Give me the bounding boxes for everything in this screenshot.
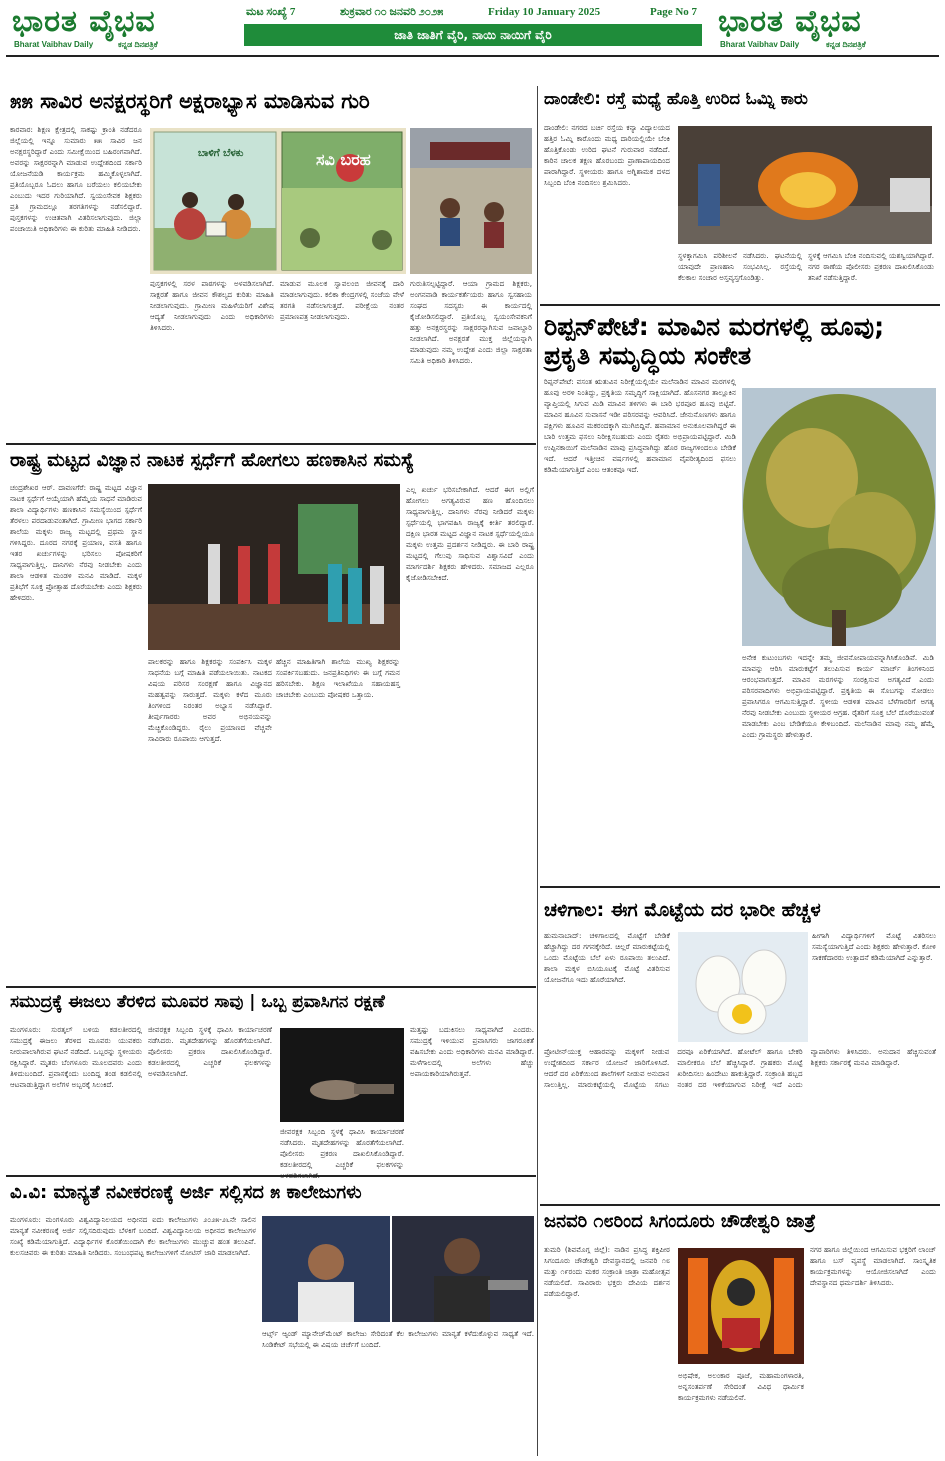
drama-stage-photo (148, 484, 400, 650)
sea-photo (280, 1028, 404, 1122)
eggs-body-right: ಹೀಗಾಗಿ ವಿದ್ಯಾರ್ಥಿಗಳಿಗೆ ಮೊಟ್ಟೆ ವಿತರಿಸಲು ಸಮಸ್ಯೆಯಾಗುತ್ತಿದೆ ಎಂದು ಶಿಕ್ಷಕರು ಹೇಳುತ್ತಾರೆ. ಕೋಳಿ ಸಾಕಣೆದಾರರು ಉತ್ಪಾದನೆ ಕಡಿಮೆಯಾಗಿದೆ ಎನ್ನುತ್ತಾರೆ. (812, 931, 936, 962)
divider-3 (6, 1175, 536, 1177)
divider-6 (540, 1204, 940, 1206)
literacy-body-left: ಕಾರವಾರ: ಶಿಕ್ಷಣ ಕ್ಷೇತ್ರದಲ್ಲಿ ಸಾಕಷ್ಟು ಕ್ರಾಂತಿ ನಡೆದರೂ ಜಿಲ್ಲೆಯಲ್ಲಿ ಇನ್ನೂ ಸುಮಾರು ೫೫ ಸಾವಿರ ಜನ ಅನಕ್ಷರಸ್ಥರಿದ್ದಾರೆ ಎಂದು ಸಮೀಕ್ಷೆಯಿಂದ ಬಹಿರಂಗವಾಗಿದೆ. ಅವರನ್ನು ಸಾಕ್ಷರರನ್ನಾಗಿ ಮಾಡುವ ಉದ್ದೇಶದಿಂದ ಸರ್ಕಾರಿ ಯೋಜನೆಯಡಿ ಕಾರ್ಯಕ್ರಮ ಹಮ್ಮಿಕೊಳ್ಳಲಾಗಿದೆ. ಪ್ರತಿಯೊಬ್ಬರೂ ಓದಲು ಹಾಗೂ ಬರೆಯಲು ಕಲಿಯಬೇಕು ಎಂಬುದು ಇದರ ಗುರಿಯಾಗಿದೆ. ಸ್ವಯಂಸೇವಕ ಶಿಕ್ಷಕರು ಪ್ರತಿ ಗ್ರಾಮದಲ್ಲೂ ತರಗತಿಗಳನ್ನು ನಡೆಸಲಿದ್ದಾರೆ. ಪುಸ್ತಕಗಳನ್ನು ಉಚಿತವಾಗಿ ವಿತರಿಸಲಾಗುವುದು. ಜಿಲ್ಲಾ ಪಂಚಾಯಿತಿ ಅಧಿಕಾರಿಗಳು ಈ ಕುರಿತು ಮಾಹಿತಿ ನೀಡಿದರು. (10, 125, 142, 233)
deity-illustration (678, 1248, 804, 1364)
drama-body-left: ಚಂದ್ರಶೇಖರ ಆರ್. ದಾವಣಗೆರೆ: ರಾಷ್ಟ್ರ ಮಟ್ಟದ ವಿಜ್ಞಾನ ನಾಟಕ ಸ್ಪರ್ಧೆಗೆ ಆಯ್ಕೆಯಾಗಿ ಹೆಮ್ಮೆಯ ಸಾಧನೆ ಮಾಡಿರುವ ಶಾಲಾ ವಿದ್ಯಾರ್ಥಿಗಳು ಹಣಕಾಸಿನ ಸಮಸ್ಯೆಯಿಂದ ಸ್ಪರ್ಧೆಗೆ ತೆರಳಲು ಪರದಾಡುವಂತಾಗಿದೆ. ಗ್ರಾಮೀಣ ಭಾಗದ ಸರ್ಕಾರಿ ಶಾಲೆಯ ಮಕ್ಕಳು ರಾಜ್ಯ ಮಟ್ಟದಲ್ಲಿ ಪ್ರಥಮ ಸ್ಥಾನ ಗಳಿಸಿದ್ದರು. ದೂರದ ನಗರಕ್ಕೆ ಪ್ರಯಾಣ, ವಸತಿ ಹಾಗೂ ಇತರ ಖರ್ಚುಗಳನ್ನು ಭರಿಸಲು ಪೋಷಕರಿಗೆ ಸಾಧ್ಯವಾಗುತ್ತಿಲ್ಲ. ದಾನಿಗಳು ನೆರವು ನೀಡಬೇಕು ಎಂದು ಶಾಲಾ ಆಡಳಿತ ಮಂಡಳಿ ಮನವಿ ಮಾಡಿದೆ. ಮಕ್ಕಳ ಪ್ರತಿಭೆಗೆ ಸೂಕ್ತ ಪ್ರೋತ್ಸಾಹ ದೊರೆಯಬೇಕು ಎಂದು ಶಿಕ್ಷಕರು ಹೇಳಿದರು. (10, 483, 142, 602)
literacy-meeting-photo (410, 128, 532, 274)
mango-headline: ರಿಪ್ಪನ್‌ಪೇಟೆ: ಮಾವಿನ ಮರಗಳಲ್ಲಿ ಹೂವು; ಪ್ರಕೃತಿ ಸಮೃದ್ಧಿಯ ಸಂಕೇತ (544, 312, 885, 370)
fire-photo (678, 126, 932, 244)
boiled-eggs-illustration (678, 932, 808, 1042)
masthead-subtitle-right: ಕನ್ನಡ ದಿನಪತ್ರಿಕೆ (826, 40, 866, 49)
book-title-1: ಬಾಳಿಗೆ ಬೆಳಕು (198, 148, 244, 159)
masthead-english-left: Bharat Vaibhav Daily (14, 40, 94, 49)
eggs-body-left: ಹುಮನಾಬಾದ್: ಚಳಿಗಾಲದಲ್ಲಿ ಮೊಟ್ಟೆಗೆ ಬೇಡಿಕೆ ಹೆಚ್ಚಾಗಿದ್ದು ದರ ಗಗನಕ್ಕೇರಿದೆ. ಚಿಲ್ಲರೆ ಮಾರುಕಟ್ಟೆಯಲ್ಲಿ ಒಂದು ಮೊಟ್ಟೆಯ ಬೆಲೆ ಏಳು ರೂಪಾಯಿ ತಲುಪಿದೆ. ಶಾಲಾ ಮಕ್ಕಳ ಬಿಸಿಯೂಟಕ್ಕೆ ಮೊಟ್ಟೆ ವಿತರಿಸುವ ಯೋಜನೆಗೂ ಇದು ಹೊರೆಯಾಗಿದೆ. (544, 931, 670, 984)
literacy-headline: ೫೫ ಸಾವಿರ ಅನಕ್ಷರಸ್ಥರಿಗೆ ಅಕ್ಷರಾಭ್ಯಾಸ ಮಾಡಿಸುವ ಗುರಿ (10, 89, 370, 113)
divider-5 (540, 886, 940, 888)
university-photo-1 (262, 1216, 390, 1322)
eggs-headline: ಚಳಿಗಾಲ: ಈಗ ಮೊಟ್ಟೆಯ ದರ ಭಾರೀ ಹೆಚ್ಚಳ (544, 899, 821, 921)
university-body-left: ಮಂಗಳೂರು: ಮಂಗಳೂರು ವಿಶ್ವವಿದ್ಯಾನಿಲಯದ ಅಧೀನದ ಐದು ಕಾಲೇಜುಗಳು ೨೦೨೫-೨೬ನೇ ಸಾಲಿನ ಮಾನ್ಯತೆ ನವೀಕರಣಕ್ಕೆ ಅರ್ಜಿ ಸಲ್ಲಿಸದಿರುವುದು ಬೆಳಕಿಗೆ ಬಂದಿದೆ. ವಿಶ್ವವಿದ್ಯಾನಿಲಯ ಅಧೀನದ ಕಾಲೇಜುಗಳ ಸಂಖ್ಯೆ ಕಡಿಮೆಯಾಗುತ್ತಿದೆ. ವಿದ್ಯಾರ್ಥಿಗಳ ಕೊರತೆಯಿಂದಾಗಿ ಕೆಲ ಕಾಲೇಜುಗಳು ಮುಚ್ಚುವ ಹಂತ ತಲುಪಿವೆ. ಕುಲಸಚಿವರು ಈ ಕುರಿತು ಮಾಹಿತಿ ನೀಡಿದರು. ಸಂಬಂಧಪಟ್ಟ ಕಾಲೇಜುಗಳಿಗೆ ನೋಟಿಸ್ ಜಾರಿ ಮಾಡಲಾಗಿದೆ. (10, 1215, 256, 1257)
literacy-body-mid: ಪುಸ್ತಕಗಳಲ್ಲಿ ಸರಳ ಪಾಠಗಳನ್ನು ಅಳವಡಿಸಲಾಗಿದೆ. ಸಾಕ್ಷರತೆ ಹಾಗೂ ಜೀವನ ಕೌಶಲ್ಯದ ಕುರಿತು ಮಾಹಿತಿ ನೀಡಲಾಗುವುದು. ಗ್ರಾಮೀಣ ಮಹಿಳೆಯರಿಗೆ ವಿಶೇಷ ಆದ್ಯತೆ ನೀಡಲಾಗುವುದು ಎಂದು ಅಧಿಕಾರಿಗಳು ತಿಳಿಸಿದರು. (150, 279, 274, 332)
divider-4 (540, 304, 940, 306)
drama-headline: ರಾಷ್ಟ್ರ ಮಟ್ಟದ ವಿಜ್ಞಾನ ನಾಟಕ ಸ್ಪರ್ಧೆಗೆ ಹೋಗಲು ಹಣಕಾಸಿನ ಸಮಸ್ಯೆ (10, 450, 415, 471)
university-body-mid: ಆರ್ಟ್ಸ್ ಆ್ಯಂಡ್ ಮ್ಯಾನೇಜ್‌ಮೆಂಟ್ ಕಾಲೇಜು ಸೇರಿದಂತೆ ಕೆಲ ಕಾಲೇಜುಗಳು ಮಾನ್ಯತೆ ಕಳೆದುಕೊಳ್ಳುವ ಸಾಧ್ಯತೆ ಇದೆ. ಸಿಂಡಿಕೇಟ್ ಸಭೆಯಲ್ಲಿ ಈ ವಿಷಯ ಚರ್ಚೆಗೆ ಬಂದಿದೆ. (262, 1329, 534, 1349)
mango-body-left: ರಿಪ್ಪನ್‌ಪೇಟೆ: ವಸಂತ ಋತುವಿನ ನಿರೀಕ್ಷೆಯಲ್ಲಿಯೇ ಮಲೆನಾಡಿನ ಮಾವಿನ ಮರಗಳಲ್ಲಿ ಹೂವು ಅರಳಿ ನಿಂತಿದ್ದು, ಪ್ರಕೃತಿಯ ಸಮೃದ್ಧಿಗೆ ಸಾಕ್ಷಿಯಾಗಿದೆ. ಹೊಸನಗರ ತಾಲ್ಲೂಕಿನ ವ್ಯಾಪ್ತಿಯಲ್ಲಿ ಸಿಗುವ ಮಿಡಿ ಮಾವಿನ ತಳಿಗಳು ಈ ಬಾರಿ ಭರಪೂರ ಹೂವು ಬಿಟ್ಟಿವೆ. ಮಾವಿನ ಹೂವಿನ ಸುವಾಸನೆ ಇಡೀ ಪರಿಸರವನ್ನು ಆವರಿಸಿದೆ. ಜೇನುನೊಣಗಳು ಹಾಗೂ ಪಕ್ಷಿಗಳು ಹೂವಿನ ಮಕರಂದಕ್ಕಾಗಿ ಮುಗಿಬಿದ್ದಿವೆ. ಹವಾಮಾನ ಅನುಕೂಲವಾಗಿದ್ದರೆ ಈ ಬಾರಿ ಉತ್ತಮ ಫಸಲು ನಿರೀಕ್ಷಿಸಬಹುದು ಎಂದು ರೈತರು ಅಭಿಪ್ರಾಯಪಟ್ಟಿದ್ದಾರೆ. ಮಿಡಿ ಉಪ್ಪಿನಕಾಯಿಗೆ ಮಲೆನಾಡಿನ ಮಾವು ಪ್ರಸಿದ್ಧವಾಗಿದ್ದು ಹೊರ ರಾಜ್ಯಗಳಿಂದಲೂ ಬೇಡಿಕೆ ಇದೆ. ಆದರೆ ಇತ್ತೀಚಿನ ವರ್ಷಗಳಲ್ಲಿ ಹವಾಮಾನ ವೈಪರೀತ್ಯದಿಂದ ಫಸಲು ಕಡಿಮೆಯಾಗುತ್ತಿದೆ ಎಂಬ ಆತಂಕವೂ ಇದೆ. (544, 377, 736, 474)
sea-body-mid2: ಜೀವರಕ್ಷಕ ಸಿಬ್ಬಂದಿ ಸ್ಥಳಕ್ಕೆ ಧಾವಿಸಿ ಕಾರ್ಯಾಚರಣೆ ನಡೆಸಿದರು. ಮೃತದೇಹಗಳನ್ನು ಹೊರತೆಗೆಯಲಾಗಿದೆ. ಪೊಲೀಸರು ಪ್ರಕರಣ ದಾಖಲಿಸಿಕೊಂಡಿದ್ದಾರೆ. ಕಡಲತೀರದಲ್ಲಿ ಎಚ್ಚರಿಕೆ ಫಲಕಗಳನ್ನು (280, 1127, 404, 1169)
page-number: Page No 7 (650, 6, 698, 18)
sea-body-left: ಮಂಗಳೂರು: ಸುರತ್ಕಲ್ ಬಳಿಯ ಕಡಲತೀರದಲ್ಲಿ ಸಮುದ್ರಕ್ಕೆ ಈಜಲು ತೆರಳಿದ ಮೂವರು ಯುವಕರು ನೀರುಪಾಲಾಗಿರುವ ಘಟನೆ ನಡೆದಿದೆ. ಒಬ್ಬರನ್ನು ಸ್ಥಳೀಯರು ರಕ್ಷಿಸಿದ್ದಾರೆ. ಮೃತರು ಬೆಂಗಳೂರು ಮೂಲದವರು ಎಂದು ತಿಳಿದುಬಂದಿದೆ. ಪ್ರವಾಸಕ್ಕೆಂದು ಬಂದಿದ್ದ ತಂಡ ಕಡಲಿನಲ್ಲಿ ಆಟವಾಡುತ್ತಿದ್ದಾಗ ಅಲೆಗಳ ಅಬ್ಬರಕ್ಕೆ ಸಿಲುಕಿದೆ. (10, 1025, 142, 1089)
literacy-book-photo (150, 128, 406, 274)
hand-in-dark-illustration (280, 1028, 404, 1122)
masthead-logo-left: ಭಾರತ ವೈಭವ (12, 4, 156, 39)
sea-body-right: ಮತ್ತಷ್ಟು ಬದುಕಿಸಲು ಸಾಧ್ಯವಾಗಿದೆ ಎಂದರು. ಸಮುದ್ರಕ್ಕೆ ಇಳಿಯುವ ಪ್ರವಾಸಿಗರು ಜಾಗರೂಕತೆ ವಹಿಸಬೇಕು ಎಂದು ಅಧಿಕಾರಿಗಳು ಮನವಿ ಮಾಡಿದ್ದಾರೆ. ಮಳೆಗಾಲದಲ್ಲಿ ಅಲೆಗಳು ಹೆಚ್ಚು ಅಪಾಯಕಾರಿಯಾಗಿರುತ್ತವೆ. (410, 1025, 534, 1078)
column-divider (537, 86, 538, 1456)
fair-headline: ಜನವರಿ ೧೮ರಿಂದ ಸಿಗಂದೂರು ಚೌಡೇಶ್ವರಿ ಜಾತ್ರೆ (544, 1211, 816, 1232)
tagline-bar: ಜಾತಿ ಜಾತಿಗೆ ವೈರಿ, ನಾಯಿ ನಾಯಿಗೆ ವೈರಿ (244, 24, 702, 46)
literacy-body-right: ಗುರುತಿಸಲ್ಪಟ್ಟಿದ್ದಾರೆ. ಆಯಾ ಗ್ರಾಮದ ಶಿಕ್ಷಕರು, ಅಂಗನವಾಡಿ ಕಾರ್ಯಕರ್ತೆಯರು ಹಾಗೂ ಸ್ವಸಹಾಯ ಸಂಘದ ಸದಸ್ಯರು ಈ ಕಾರ್ಯದಲ್ಲಿ ಕೈಜೋಡಿಸಲಿದ್ದಾರೆ. ಪ್ರತಿಯೊಬ್ಬ ಸ್ವಯಂಸೇವಕನಿಗೆ ಹತ್ತು ಅನಕ್ಷರಸ್ಥರನ್ನು ಸಾಕ್ಷರರನ್ನಾಗಿಸುವ ಜವಾಬ್ದಾರಿ ನೀಡಲಾಗಿದೆ. ಅನಕ್ಷರತೆ ಮುಕ್ತ ಜಿಲ್ಲೆಯನ್ನಾಗಿ ಮಾಡುವುದು ನಮ್ಮ ಉದ್ದೇಶ ಎಂದು ಜಿಲ್ಲಾ ಸಾಕ್ಷರತಾ ಸಮಿತಿ ಅಧಿಕಾರಿ ತಿಳಿಸಿದರು. (410, 279, 532, 365)
sea-headline: ಸಮುದ್ರಕ್ಕೆ ಈಜಲು ತೆರಳಿದ ಮೂವರ ಸಾವು | ಒಬ್ಬ ಪ್ರವಾಸಿಗನ ರಕ್ಷಣೆ (10, 992, 385, 1012)
issue-number: ಮಟ ಸಂಖ್ಯೆ 7 (246, 6, 296, 18)
meeting-illustration (410, 128, 532, 274)
divider-2 (6, 986, 536, 988)
drama-body-right: ಎಲ್ಲ ಖರ್ಚು ಭರಿಸಬೇಕಾಗಿದೆ. ಆದರೆ ಈಗ ಅಲ್ಲಿಗೆ ಹೋಗಲು ಅಗತ್ಯವಿರುವ ಹಣ ಹೊಂದಿಸಲು ಸಾಧ್ಯವಾಗುತ್ತಿಲ್ಲ. ದಾನಿಗಳು ನೆರವು ನೀಡಿದರೆ ಮಕ್ಕಳು ಸ್ಪರ್ಧೆಯಲ್ಲಿ ಭಾಗವಹಿಸಿ ರಾಜ್ಯಕ್ಕೆ ಕೀರ್ತಿ ತರಲಿದ್ದಾರೆ. ದಕ್ಷಿಣ ಭಾರತ ಮಟ್ಟದ ವಿಜ್ಞಾನ ನಾಟಕ ಸ್ಪರ್ಧೆಯಲ್ಲಿಯೂ ಮಕ್ಕಳು ಉತ್ತಮ ಪ್ರದರ್ಶನ ನೀಡಿದ್ದರು. ಈ ಬಾರಿ ರಾಷ್ಟ್ರ ಮಟ್ಟದಲ್ಲಿ ಗೆಲುವು ಸಾಧಿಸುವ ವಿಶ್ವಾಸವಿದೆ ಎಂದು ಮಾರ್ಗದರ್ಶಿ ಶಿಕ್ಷಕರು ಹೇಳಿದರು. ಸಮಾಜದ ಎಲ್ಲರೂ ಕೈಜೋಡಿಸಬೇಕಿದೆ. (406, 485, 534, 582)
book-title-2: ಸವಿ ಬರಹ (316, 150, 371, 169)
drama-body-mid: ಪಾಲಕರನ್ನು ಹಾಗೂ ಶಿಕ್ಷಕರನ್ನು ಸಂಪರ್ಕಿಸಿ ಮಕ್ಕಳ ಸಾಧನೆಯ ಬಗ್ಗೆ ಮಾಹಿತಿ ಪಡೆಯಲಾಯಿತು. ನಾಟಕದ ವಿಷಯ ಪರಿಸರ ಸಂರಕ್ಷಣೆ ಹಾಗೂ ವಿಜ್ಞಾನದ ಮಹತ್ವವನ್ನು ಸಾರುತ್ತದೆ. ಮಕ್ಕಳು ಕಳೆದ ಮೂರು ತಿಂಗಳಿಂದ ನಿರಂತರ ಅಭ್ಯಾಸ ನಡೆಸಿದ್ದಾರೆ. ತೀರ್ಪುಗಾರರು ಅವರ ಅಭಿನಯವನ್ನು ಮೆಚ್ಚಿಕೊಂಡಿದ್ದರು. ರೈಲು ಪ್ರಯಾಣದ ವೆಚ್ಚವೇ ಸಾವಿರಾರು ರೂಪಾಯಿ ಆಗುತ್ತದೆ. (148, 657, 272, 743)
drama-body-mid2: ಹೆಚ್ಚಿನ ಮಾಹಿತಿಗಾಗಿ ಶಾಲೆಯ ಮುಖ್ಯ ಶಿಕ್ಷಕರನ್ನು ಸಂಪರ್ಕಿಸಬಹುದು. ಜನಪ್ರತಿನಿಧಿಗಳು ಈ ಬಗ್ಗೆ ಗಮನ ಹರಿಸಬೇಕು. ಶಿಕ್ಷಣ ಇಲಾಖೆಯೂ ಸಹಾಯಹಸ್ತ ಚಾಚಬೇಕು ಎಂಬುದು ಪೋಷಕರ ಒತ್ತಾಯ. (276, 657, 400, 699)
fire-body-mid: ಸ್ಥಳಕ್ಕಾಗಮಿಸಿ ಪರಿಶೀಲನೆ ನಡೆಸಿದರು. ಘಟನೆಯಲ್ಲಿ ಯಾವುದೇ ಪ್ರಾಣಹಾನಿ ಸಂಭವಿಸಿಲ್ಲ. ರಸ್ತೆಯಲ್ಲಿ ಕೆಲಕಾಲ ಸಂಚಾರ ಅಸ್ತವ್ಯಸ್ತಗೊಂಡಿತ್ತು. (678, 251, 802, 282)
masthead-rule (6, 55, 939, 57)
kannada-date: ಶುಕ್ರವಾರ ೧೦ ಜನವರಿ ೨೦೨೫ (340, 6, 444, 18)
fair-deity-photo (678, 1248, 804, 1364)
masthead-logo-right: ಭಾರತ ವೈಭವ (718, 4, 862, 39)
fair-body-left: ತುಮರಿ (ಶಿವಮೊಗ್ಗ ಜಿಲ್ಲೆ): ನಾಡಿನ ಪ್ರಸಿದ್ಧ ಶಕ್ತಿಪೀಠ ಸಿಗಂದೂರು ಚೌಡೇಶ್ವರಿ ದೇವಸ್ಥಾನದಲ್ಲಿ ಜನವರಿ ೧೮ ಮತ್ತು ೧೯ರಂದು ಮಕರ ಸಂಕ್ರಾಂತಿ ಜಾತ್ರಾ ಮಹೋತ್ಸವ ನಡೆಯಲಿದೆ. ಸಾವಿರಾರು ಭಕ್ತರು ದೇವಿಯ ದರ್ಶನ ಪಡೆಯಲಿದ್ದಾರೆ. (544, 1245, 670, 1298)
fair-body-right: ನಗರ ಹಾಗೂ ಜಿಲ್ಲೆಯಿಂದ ಆಗಮಿಸುವ ಭಕ್ತರಿಗೆ ಲಾಂಚ್ ಹಾಗೂ ಬಸ್ ವ್ಯವಸ್ಥೆ ಮಾಡಲಾಗಿದೆ. ಸಾಂಸ್ಕೃತಿಕ ಕಾರ್ಯಕ್ರಮಗಳನ್ನು ಆಯೋಜಿಸಲಾಗಿದೆ ಎಂದು ದೇವಸ್ಥಾನದ ಧರ್ಮದರ್ಶಿ ತಿಳಿಸಿದರು. (810, 1245, 936, 1287)
university-photo-2 (392, 1216, 534, 1322)
fire-body-right: ಸ್ಥಳಕ್ಕೆ ಆಗಮಿಸಿ ಬೆಂಕಿ ನಂದಿಸುವಲ್ಲಿ ಯಶಸ್ವಿಯಾಗಿದ್ದಾರೆ. ನಗರ ಠಾಣೆಯ ಪೊಲೀಸರು ಪ್ರಕರಣ ದಾಖಲಿಸಿಕೊಂಡು ತನಿಖೆ ನಡೆಸುತ್ತಿದ್ದಾರೆ. (808, 251, 934, 282)
literacy-body-mid2: ಮಾಡುವ ಮೂಲಕ ಸ್ವಾವಲಂಬಿ ಜೀವನಕ್ಕೆ ದಾರಿ ಮಾಡಲಾಗುವುದು. ಕಲಿಕಾ ಕೇಂದ್ರಗಳಲ್ಲಿ ಸಂಜೆಯ ವೇಳೆ ತರಗತಿ ನಡೆಸಲಾಗುತ್ತದೆ. ಪರೀಕ್ಷೆಯ ನಂತರ ಪ್ರಮಾಣಪತ್ರ ನೀಡಲಾಗುವುದು. (280, 279, 404, 321)
eggs-body-bottom: ಪ್ರೋಟೀನ್‌ಯುಕ್ತ ಆಹಾರವನ್ನು ಮಕ್ಕಳಿಗೆ ನೀಡುವ ಉದ್ದೇಶದಿಂದ ಸರ್ಕಾರ ಯೋಜನೆ ಜಾರಿಗೊಳಿಸಿದೆ. ಆದರೆ ದರ ಏರಿಕೆಯಿಂದ ಶಾಲೆಗಳಿಗೆ ನೀಡುವ ಅನುದಾನ ಸಾಲುತ್ತಿಲ್ಲ. ಮಾರುಕಟ್ಟೆಯಲ್ಲಿ ಮೊಟ್ಟೆಯ ಸಗಟು ದರವೂ ಏರಿಕೆಯಾಗಿದೆ. ಹೋಟೆಲ್ ಹಾಗೂ ಬೇಕರಿ ಮಾಲೀಕರೂ ಬೆಲೆ ಹೆಚ್ಚಿಸಿದ್ದಾರೆ. ಗ್ರಾಹಕರು ಮೊಟ್ಟೆ ಖರೀದಿಸಲು ಹಿಂದೇಟು ಹಾಕುತ್ತಿದ್ದಾರೆ. ಸಂಕ್ರಾಂತಿ ಹಬ್ಬದ ನಂತರ ದರ ಇಳಿಕೆಯಾಗುವ ನಿರೀಕ್ಷೆ ಇದೆ ಎಂದು ವ್ಯಾಪಾರಿಗಳು ತಿಳಿಸಿದರು. ಅನುದಾನ ಹೆಚ್ಚಿಸುವಂತೆ ಶಿಕ್ಷಕರು ಸರ್ಕಾರಕ್ಕೆ ಮನವಿ ಮಾಡಿದ್ದಾರೆ. (544, 1047, 936, 1089)
official-illustration (262, 1216, 390, 1322)
eggs-photo (678, 932, 808, 1042)
mango-tree-photo (742, 388, 936, 646)
stage-illustration (148, 484, 400, 650)
masthead-english-right: Bharat Vaibhav Daily (720, 40, 800, 49)
english-date: Friday 10 January 2025 (488, 6, 601, 18)
divider-1 (6, 443, 536, 445)
university-headline: ವಿ.ವಿ: ಮಾನ್ಯತೆ ನವೀಕರಣಕ್ಕೆ ಅರ್ಜಿ ಸಲ್ಲಿಸದ ೫ ಕಾಲೇಜುಗಳು (10, 1182, 362, 1203)
fire-headline: ದಾಂಡೇಲಿ: ರಸ್ತೆ ಮಧ್ಯೆ ಹೊತ್ತಿ ಉರಿದ ಓಮ್ನಿ ಕಾರು (544, 89, 808, 108)
burning-car-illustration (678, 126, 932, 244)
masthead-subtitle-left: ಕನ್ನಡ ದಿನಪತ್ರಿಕೆ (118, 40, 158, 49)
fire-body-left: ದಾಂಡೇಲಿ: ನಗರದ ಬರ್ಚಿ ರಸ್ತೆಯ ಕನ್ಯಾ ವಿದ್ಯಾಲಯದ ಹತ್ತಿರ ಓಮ್ನಿ ಕಾರೊಂದು ಮಧ್ಯ ದಾರಿಯಲ್ಲಿಯೇ ಬೆಂಕಿ ಹೊತ್ತಿಕೊಂಡು ಉರಿದ ಘಟನೆ ಗುರುವಾರ ನಡೆದಿದೆ. ಕಾರಿನ ಚಾಲಕ ತಕ್ಷಣ ಹೊರಬಂದು ಪ್ರಾಣಾಪಾಯದಿಂದ ಪಾರಾಗಿದ್ದಾರೆ. ಸ್ಥಳೀಯರು ಹಾಗೂ ಅಗ್ನಿಶಾಮಕ ದಳದ ಸಿಬ್ಬಂದಿ ಬೆಂಕಿ ನಂದಿಸಲು ಶ್ರಮಿಸಿದರು. (544, 123, 670, 187)
speaker-illustration (392, 1216, 534, 1322)
sea-body-mid: ಜೀವರಕ್ಷಕ ಸಿಬ್ಬಂದಿ ಸ್ಥಳಕ್ಕೆ ಧಾವಿಸಿ ಕಾರ್ಯಾಚರಣೆ ನಡೆಸಿದರು. ಮೃತದೇಹಗಳನ್ನು ಹೊರತೆಗೆಯಲಾಗಿದೆ. ಪೊಲೀಸರು ಪ್ರಕರಣ ದಾಖಲಿಸಿಕೊಂಡಿದ್ದಾರೆ. ಕಡಲತೀರದಲ್ಲಿ ಎಚ್ಚರಿಕೆ ಫಲಕಗಳನ್ನು ಅಳವಡಿಸಲಾಗಿದೆ. (148, 1025, 272, 1078)
mango-tree-illustration (742, 388, 936, 646)
fair-body-mid: ಅಭಿಷೇಕ, ಅಲಂಕಾರ ಪೂಜೆ, ಮಹಾಮಂಗಳಾರತಿ, ಅನ್ನಸಂತರ್ಪಣೆ ಸೇರಿದಂತೆ ವಿವಿಧ ಧಾರ್ಮಿಕ ಕಾರ್ಯಕ್ರಮಗಳು ನಡೆಯಲಿವೆ. (678, 1371, 804, 1402)
mango-body-right: ಅನೇಕ ಕುಟುಂಬಗಳು ಇದನ್ನೇ ತಮ್ಮ ಜೀವನೋಪಾಯವನ್ನಾಗಿಸಿಕೊಂಡಿವೆ. ಮಿಡಿ ಮಾವನ್ನು ಆರಿಸಿ ಮಾರುಕಟ್ಟೆಗೆ ತಲುಪಿಸುವ ಕಾರ್ಯ ಮಾರ್ಚ್ ತಿಂಗಳಿನಿಂದ ಆರಂಭವಾಗುತ್ತದೆ. ಮಾವಿನ ಮರಗಳನ್ನು ಸಂರಕ್ಷಿಸುವ ಅಗತ್ಯವಿದೆ ಎಂದು ಪರಿಸರವಾದಿಗಳು ಅಭಿಪ್ರಾಯಪಟ್ಟಿದ್ದಾರೆ. ಪ್ರಕೃತಿಯ ಈ ಸೊಬಗನ್ನು ನೋಡಲು ಪ್ರವಾಸಿಗರೂ ಆಗಮಿಸುತ್ತಿದ್ದಾರೆ. ಸ್ಥಳೀಯ ಆಡಳಿತ ಮಾವಿನ ಬೆಳೆಗಾರರಿಗೆ ಅಗತ್ಯ ನೆರವು ನೀಡಬೇಕು ಎಂಬುದು ಸ್ಥಳೀಯರ ಆಗ್ರಹ. ರೈತರಿಗೆ ಸೂಕ್ತ ಬೆಲೆ ದೊರೆಯುವಂತೆ ಮಾಡಬೇಕು ಎಂಬ ಬೇಡಿಕೆಯೂ ಕೇಳಿಬಂದಿದೆ. ಮಲೆನಾಡಿನ ಮಾವು ನಮ್ಮ ಹೆಮ್ಮೆ ಎಂದು ಗ್ರಾಮಸ್ಥರು ಹೇಳುತ್ತಾರೆ. (742, 653, 934, 739)
